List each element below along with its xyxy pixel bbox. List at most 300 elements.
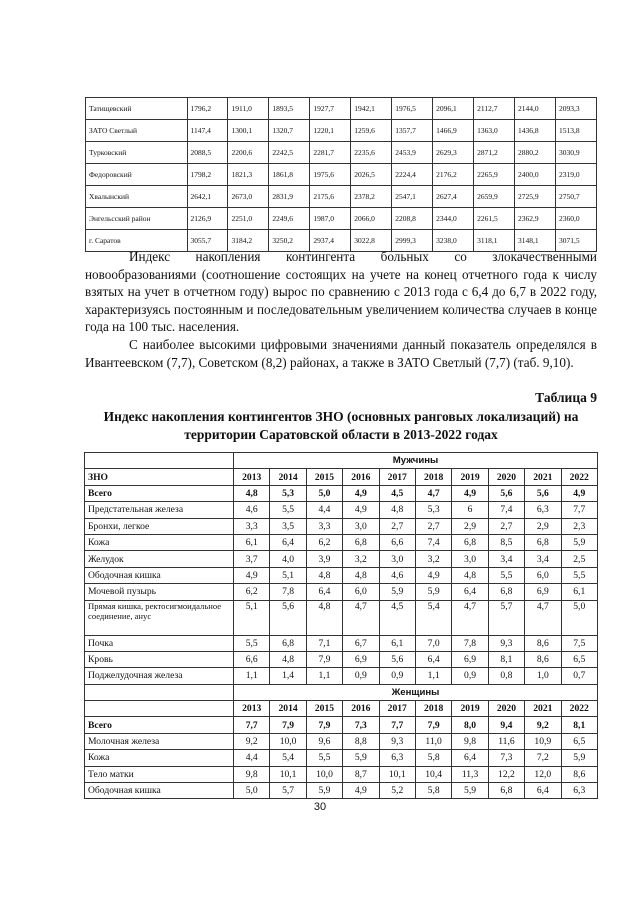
table-title: Индекс накопления контингентов ЗНО (основных ранговых локализаций) на территории Саратовской области в 2013-2022 годах (103, 409, 579, 442)
corner-label: ЗНО (85, 469, 234, 485)
localization-name-cell: Почка (85, 635, 234, 651)
value-cell: 0,7 (561, 668, 597, 684)
value-cell: 1,1 (415, 668, 451, 684)
value-cell: 6,9 (525, 584, 561, 600)
value-cell: 10,0 (270, 733, 306, 749)
value-cell: 1220,1 (310, 120, 351, 142)
value-cell: 1893,5 (269, 98, 310, 120)
year-header-cell: 2019 (452, 469, 488, 485)
value-cell: 2831,9 (269, 186, 310, 208)
value-cell: 10,4 (415, 766, 451, 782)
value-cell: 1821,3 (228, 164, 269, 186)
value-cell: 8,6 (561, 766, 597, 782)
value-cell: 5,2 (379, 783, 415, 799)
localization-name-cell: Прямая кишка, ректосигмоидальное соединение, анус (85, 600, 234, 635)
value-cell: 4,8 (379, 502, 415, 518)
value-cell: 3,3 (234, 518, 270, 534)
year-header-cell: 2020 (488, 701, 524, 717)
value-cell: 1,0 (525, 668, 561, 684)
value-cell: 2235,6 (351, 142, 392, 164)
value-cell: 3,0 (452, 551, 488, 567)
paragraph-highest-values: С наиболее высокими цифровыми значениями данный показатель определялся в Ивантеевском (7,7), Советском (8,2) районах, а также в ЗАТО Светлый (7,7) (таб. 9,10). (85, 337, 597, 370)
page-number: 30 (313, 801, 327, 813)
value-cell: 8,1 (561, 717, 597, 733)
table-row (85, 485, 598, 501)
value-cell: 2,7 (488, 518, 524, 534)
district-values-table (85, 97, 597, 252)
paragraph-accumulation-index: Индекс накопления контингента больных со злокачественными новообразованиями (соотношение состоящих на учете на конец отчетного года к числу взятых на учет в отчетном году) вырос по сравнению с 2013 года с 6,4 до 6,7 в 2022 году, характеризуясь постоянным и последовательным увеличением количества случаев в конце года на 100 тыс. населения. (85, 249, 597, 335)
value-cell: 5,6 (379, 651, 415, 667)
value-cell: 7,8 (270, 584, 306, 600)
value-cell: 3071,5 (555, 230, 596, 252)
table-row (85, 733, 598, 749)
value-cell: 7,9 (306, 717, 342, 733)
localization-name-cell: Всего (85, 485, 234, 501)
value-cell: 7,8 (452, 635, 488, 651)
value-cell: 2112,7 (474, 98, 515, 120)
value-cell: 4,8 (270, 651, 306, 667)
zno-accumulation-table (84, 452, 598, 799)
corner-label (85, 701, 234, 717)
value-cell: 2937,4 (310, 230, 351, 252)
value-cell: 7,0 (415, 635, 451, 651)
value-cell: 2,7 (379, 518, 415, 534)
value-cell: 6,8 (343, 534, 379, 550)
value-cell: 3148,1 (515, 230, 556, 252)
value-cell: 6,5 (561, 651, 597, 667)
value-cell: 6,1 (379, 635, 415, 651)
value-cell: 6,3 (525, 502, 561, 518)
value-cell: 2629,3 (433, 142, 474, 164)
value-cell: 7,2 (525, 750, 561, 766)
year-header-cell: 2022 (561, 701, 597, 717)
value-cell: 2362,9 (515, 208, 556, 230)
value-cell: 2400,0 (515, 164, 556, 186)
value-cell: 6,4 (452, 750, 488, 766)
table-row (85, 567, 598, 583)
value-cell: 12,2 (488, 766, 524, 782)
value-cell: 1796,2 (187, 98, 228, 120)
value-cell: 5,5 (561, 567, 597, 583)
value-cell: 0,9 (343, 668, 379, 684)
value-cell: 7,9 (270, 717, 306, 733)
value-cell: 6,9 (452, 651, 488, 667)
value-cell: 4,9 (343, 783, 379, 799)
value-cell: 2208,8 (392, 208, 433, 230)
value-cell: 5,5 (234, 635, 270, 651)
value-cell: 9,6 (306, 733, 342, 749)
year-header-cell: 2021 (525, 469, 561, 485)
year-header-cell: 2018 (415, 469, 451, 485)
localization-name-cell: Кожа (85, 534, 234, 550)
year-header-cell: 2017 (379, 701, 415, 717)
value-cell: 2,9 (452, 518, 488, 534)
value-cell: 9,8 (452, 733, 488, 749)
year-header-cell: 2015 (306, 469, 342, 485)
table-row (85, 635, 598, 651)
value-cell: 6,8 (452, 534, 488, 550)
value-cell: 4,5 (379, 485, 415, 501)
value-cell: 6,4 (270, 534, 306, 550)
value-cell: 8,6 (525, 651, 561, 667)
value-cell: 1436,8 (515, 120, 556, 142)
value-cell: 2093,3 (555, 98, 596, 120)
value-cell: 6,8 (488, 783, 524, 799)
value-cell: 2200,6 (228, 142, 269, 164)
value-cell: 6,2 (306, 534, 342, 550)
table-row (86, 120, 597, 142)
value-cell: 6,8 (488, 584, 524, 600)
value-cell: 6,4 (306, 584, 342, 600)
value-cell: 2360,0 (555, 208, 596, 230)
value-cell: 10,1 (270, 766, 306, 782)
value-cell: 4,8 (343, 567, 379, 583)
value-cell: 4,9 (561, 485, 597, 501)
value-cell: 6,6 (379, 534, 415, 550)
value-cell: 1513,8 (555, 120, 596, 142)
value-cell: 3,3 (306, 518, 342, 534)
table-row (85, 750, 598, 766)
value-cell: 7,1 (306, 635, 342, 651)
section-header-row (85, 684, 598, 700)
value-cell: 4,0 (270, 551, 306, 567)
value-cell: 10,1 (379, 766, 415, 782)
localization-name-cell: Бронхи, легкое (85, 518, 234, 534)
district-name-cell: Татищевский (86, 98, 188, 120)
value-cell: 6,9 (343, 651, 379, 667)
value-cell: 4,8 (306, 567, 342, 583)
section-header-row (85, 453, 598, 469)
value-cell: 2249,6 (269, 208, 310, 230)
value-cell: 5,8 (415, 750, 451, 766)
table-row (85, 584, 598, 600)
value-cell: 2378,2 (351, 186, 392, 208)
table-row (86, 186, 597, 208)
value-cell: 5,7 (270, 783, 306, 799)
district-name-cell: Энгельсский район (86, 208, 188, 230)
value-cell: 2144,0 (515, 98, 556, 120)
year-header-cell: 2016 (343, 701, 379, 717)
value-cell: 5,1 (234, 600, 270, 635)
value-cell: 5,0 (234, 783, 270, 799)
value-cell: 5,9 (379, 584, 415, 600)
value-cell: 4,7 (525, 600, 561, 635)
localization-name-cell: Ободочная кишка (85, 567, 234, 583)
value-cell: 2176,2 (433, 164, 474, 186)
value-cell: 7,9 (306, 651, 342, 667)
value-cell: 3118,1 (474, 230, 515, 252)
value-cell: 3030,9 (555, 142, 596, 164)
district-values-body (86, 98, 597, 252)
value-cell: 2281,7 (310, 142, 351, 164)
value-cell: 4,9 (343, 502, 379, 518)
value-cell: 1320,7 (269, 120, 310, 142)
year-header-row (85, 469, 598, 485)
value-cell: 3,2 (343, 551, 379, 567)
localization-name-cell: Поджелудочная железа (85, 668, 234, 684)
value-cell: 11,0 (415, 733, 451, 749)
year-header-cell: 2014 (270, 469, 306, 485)
value-cell: 3,4 (525, 551, 561, 567)
value-cell: 5,5 (270, 502, 306, 518)
localization-name-cell: Мочевой пузырь (85, 584, 234, 600)
value-cell: 6,7 (343, 635, 379, 651)
table-row (85, 651, 598, 667)
year-header-cell: 2018 (415, 701, 451, 717)
value-cell: 2659,9 (474, 186, 515, 208)
table-row (85, 668, 598, 684)
value-cell: 9,3 (488, 635, 524, 651)
value-cell: 4,9 (452, 485, 488, 501)
value-cell: 2261,5 (474, 208, 515, 230)
value-cell: 8,5 (488, 534, 524, 550)
value-cell: 5,3 (415, 502, 451, 518)
table-row (85, 551, 598, 567)
value-cell: 6,2 (234, 584, 270, 600)
district-name-cell: г. Саратов (86, 230, 188, 252)
value-cell: 1,4 (270, 668, 306, 684)
value-cell: 6,1 (561, 584, 597, 600)
table-row (85, 766, 598, 782)
value-cell: 3184,2 (228, 230, 269, 252)
value-cell: 2251,0 (228, 208, 269, 230)
value-cell: 1942,1 (351, 98, 392, 120)
value-cell: 3,7 (234, 551, 270, 567)
value-cell: 9,2 (525, 717, 561, 733)
table-row (85, 717, 598, 733)
value-cell: 1975,6 (310, 164, 351, 186)
value-cell: 6,4 (525, 783, 561, 799)
value-cell: 6,4 (452, 584, 488, 600)
table-row (85, 534, 598, 550)
value-cell: 6,3 (379, 750, 415, 766)
value-cell: 2066,0 (351, 208, 392, 230)
value-cell: 0,9 (452, 668, 488, 684)
value-cell: 4,8 (234, 485, 270, 501)
value-cell: 2224,4 (392, 164, 433, 186)
value-cell: 3055,7 (187, 230, 228, 252)
value-cell: 6 (452, 502, 488, 518)
value-cell: 3,5 (270, 518, 306, 534)
value-cell: 5,7 (488, 600, 524, 635)
value-cell: 3250,2 (269, 230, 310, 252)
value-cell: 11,6 (488, 733, 524, 749)
value-cell: 8,7 (343, 766, 379, 782)
value-cell: 4,8 (452, 567, 488, 583)
value-cell: 1,1 (234, 668, 270, 684)
men-section-header: Мужчины (234, 453, 598, 469)
value-cell: 5,6 (488, 485, 524, 501)
value-cell: 5,0 (561, 600, 597, 635)
value-cell: 5,5 (488, 567, 524, 583)
value-cell: 5,9 (415, 584, 451, 600)
district-name-cell: ЗАТО Светлый (86, 120, 188, 142)
value-cell: 2,5 (561, 551, 597, 567)
year-header-cell: 2016 (343, 469, 379, 485)
value-cell: 5,9 (561, 534, 597, 550)
localization-name-cell: Кожа (85, 750, 234, 766)
value-cell: 6,0 (343, 584, 379, 600)
district-name-cell: Федоровский (86, 164, 188, 186)
value-cell: 2673,0 (228, 186, 269, 208)
value-cell: 6,8 (525, 534, 561, 550)
value-cell: 6,6 (234, 651, 270, 667)
value-cell: 2344,0 (433, 208, 474, 230)
value-cell: 6,3 (561, 783, 597, 799)
localization-name-cell: Желудок (85, 551, 234, 567)
localization-name-cell: Всего (85, 717, 234, 733)
localization-name-cell: Кровь (85, 651, 234, 667)
value-cell: 2088,5 (187, 142, 228, 164)
value-cell: 1798,2 (187, 164, 228, 186)
year-header-cell: 2017 (379, 469, 415, 485)
table-row (85, 518, 598, 534)
value-cell: 2319,0 (555, 164, 596, 186)
value-cell: 1927,7 (310, 98, 351, 120)
value-cell: 3238,0 (433, 230, 474, 252)
localization-name-cell: Тело матки (85, 766, 234, 782)
value-cell: 1300,1 (228, 120, 269, 142)
value-cell: 4,7 (343, 600, 379, 635)
value-cell: 1,1 (306, 668, 342, 684)
year-header-cell: 2019 (452, 701, 488, 717)
value-cell: 4,8 (306, 600, 342, 635)
value-cell: 4,9 (343, 485, 379, 501)
value-cell: 0,8 (488, 668, 524, 684)
year-header-cell: 2015 (306, 701, 342, 717)
value-cell: 1259,6 (351, 120, 392, 142)
value-cell: 8,1 (488, 651, 524, 667)
value-cell: 8,0 (452, 717, 488, 733)
zno-table-body (85, 453, 598, 799)
table-row (85, 783, 598, 799)
value-cell: 5,9 (452, 783, 488, 799)
value-cell: 2627,4 (433, 186, 474, 208)
district-name-cell: Турковский (86, 142, 188, 164)
value-cell: 11,3 (452, 766, 488, 782)
table-label: Таблица 9 (535, 390, 597, 405)
value-cell: 2242,5 (269, 142, 310, 164)
value-cell: 5,6 (525, 485, 561, 501)
value-cell: 5,6 (270, 600, 306, 635)
localization-name-cell: Молочная железа (85, 733, 234, 749)
year-header-cell: 2021 (525, 701, 561, 717)
value-cell: 4,5 (379, 600, 415, 635)
value-cell: 8,8 (343, 733, 379, 749)
value-cell: 7,3 (488, 750, 524, 766)
value-cell: 5,8 (415, 783, 451, 799)
table-row (85, 502, 598, 518)
value-cell: 9,4 (488, 717, 524, 733)
value-cell: 5,9 (343, 750, 379, 766)
table-row (85, 600, 598, 635)
value-cell: 1976,5 (392, 98, 433, 120)
value-cell: 9,8 (234, 766, 270, 782)
value-cell: 4,9 (415, 567, 451, 583)
value-cell: 4,4 (306, 502, 342, 518)
value-cell: 5,9 (306, 783, 342, 799)
value-cell: 8,6 (525, 635, 561, 651)
table-row (86, 164, 597, 186)
value-cell: 3,4 (488, 551, 524, 567)
value-cell: 2871,2 (474, 142, 515, 164)
value-cell: 2547,1 (392, 186, 433, 208)
year-header-cell: 2014 (270, 701, 306, 717)
value-cell: 10,9 (525, 733, 561, 749)
value-cell: 3,9 (306, 551, 342, 567)
value-cell: 2126,9 (187, 208, 228, 230)
value-cell: 5,5 (306, 750, 342, 766)
value-cell: 3,2 (415, 551, 451, 567)
value-cell: 6,4 (415, 651, 451, 667)
value-cell: 5,3 (270, 485, 306, 501)
year-header-row (85, 701, 598, 717)
value-cell: 2750,7 (555, 186, 596, 208)
value-cell: 5,4 (415, 600, 451, 635)
value-cell: 4,9 (234, 567, 270, 583)
value-cell: 1466,9 (433, 120, 474, 142)
table-row (86, 208, 597, 230)
value-cell: 2,7 (415, 518, 451, 534)
value-cell: 4,6 (234, 502, 270, 518)
year-header-cell: 2022 (561, 469, 597, 485)
value-cell: 6,0 (525, 567, 561, 583)
value-cell: 4,7 (452, 600, 488, 635)
value-cell: 1147,4 (187, 120, 228, 142)
value-cell: 7,5 (561, 635, 597, 651)
localization-name-cell: Ободочная кишка (85, 783, 234, 799)
value-cell: 2453,9 (392, 142, 433, 164)
value-cell: 10,0 (306, 766, 342, 782)
value-cell: 2880,2 (515, 142, 556, 164)
value-cell: 5,1 (270, 567, 306, 583)
empty-cell (85, 684, 234, 700)
value-cell: 9,3 (379, 733, 415, 749)
value-cell: 3,0 (343, 518, 379, 534)
value-cell: 9,2 (234, 733, 270, 749)
value-cell: 2265,9 (474, 164, 515, 186)
value-cell: 1363,0 (474, 120, 515, 142)
women-section-header: Женщины (234, 684, 598, 700)
value-cell: 3022,8 (351, 230, 392, 252)
value-cell: 6,8 (270, 635, 306, 651)
year-header-cell: 2020 (488, 469, 524, 485)
localization-name-cell: Предстательная железа (85, 502, 234, 518)
value-cell: 2175,6 (310, 186, 351, 208)
value-cell: 5,9 (561, 750, 597, 766)
value-cell: 1861,8 (269, 164, 310, 186)
value-cell: 7,7 (561, 502, 597, 518)
year-header-cell: 2013 (234, 701, 270, 717)
value-cell: 2642,1 (187, 186, 228, 208)
value-cell: 1987,0 (310, 208, 351, 230)
table-row (86, 98, 597, 120)
value-cell: 0,9 (379, 668, 415, 684)
value-cell: 2999,3 (392, 230, 433, 252)
year-header-cell: 2013 (234, 469, 270, 485)
value-cell: 7,7 (234, 717, 270, 733)
value-cell: 5,4 (270, 750, 306, 766)
value-cell: 6,1 (234, 534, 270, 550)
value-cell: 2,9 (525, 518, 561, 534)
value-cell: 4,4 (234, 750, 270, 766)
value-cell: 7,4 (415, 534, 451, 550)
value-cell: 7,9 (415, 717, 451, 733)
value-cell: 7,4 (488, 502, 524, 518)
value-cell: 4,6 (379, 567, 415, 583)
value-cell: 7,7 (379, 717, 415, 733)
value-cell: 3,0 (379, 551, 415, 567)
